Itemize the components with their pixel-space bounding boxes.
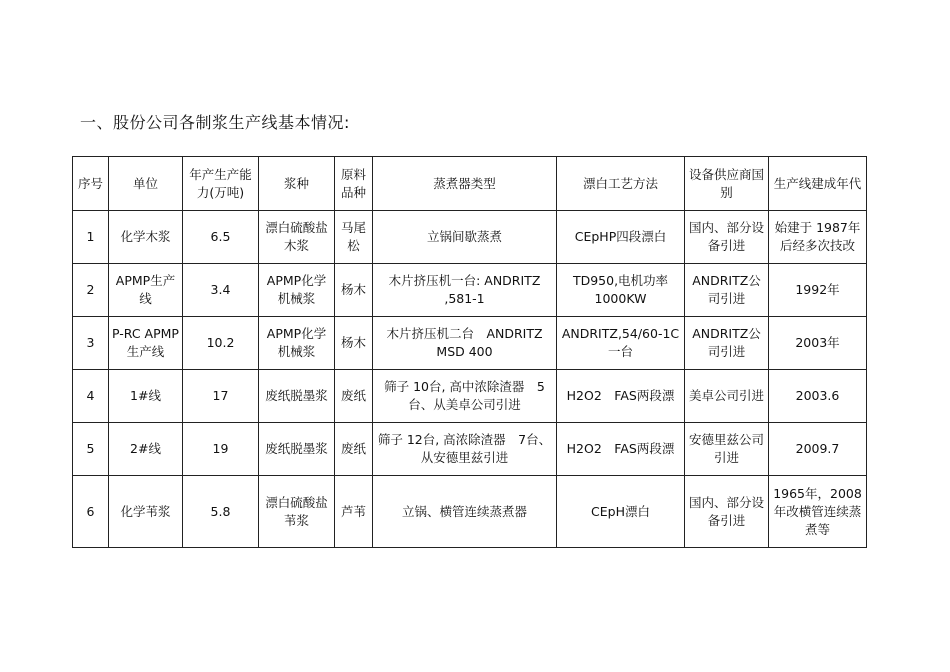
cell-digester-type: 筛子 12台, 高浓除渣器 7台、从安德里兹引进 xyxy=(373,423,557,476)
cell-bleaching-method: H2O2 FAS两段漂 xyxy=(557,423,685,476)
cell-capacity: 3.4 xyxy=(183,264,259,317)
cell-digester-type: 筛子 10台, 高中浓除渣器 5台、从美卓公司引进 xyxy=(373,370,557,423)
table-row xyxy=(73,370,867,423)
cell-raw-material: 废纸 xyxy=(335,370,373,423)
table-row xyxy=(73,476,867,548)
cell-pulp-type: 漂白硫酸盐木浆 xyxy=(259,211,335,264)
cell-digester-type: 木片挤压机一台: ANDRITZ ,581-1 xyxy=(373,264,557,317)
cell-index: 2 xyxy=(73,264,109,317)
cell-capacity: 17 xyxy=(183,370,259,423)
cell-index: 1 xyxy=(73,211,109,264)
cell-capacity: 5.8 xyxy=(183,476,259,548)
cell-raw-material: 马尾松 xyxy=(335,211,373,264)
header-cell-index: 序号 xyxy=(73,157,109,211)
table-row xyxy=(73,317,867,370)
cell-bleaching-method: CEpHP四段漂白 xyxy=(557,211,685,264)
cell-supplier-country: 安德里兹公司引进 xyxy=(685,423,769,476)
cell-pulp-type: 废纸脱墨浆 xyxy=(259,370,335,423)
cell-unit: APMP生产线 xyxy=(109,264,183,317)
cell-digester-type: 立锅间歇蒸煮 xyxy=(373,211,557,264)
cell-build-year: 2003.6 xyxy=(769,370,867,423)
cell-supplier-country: ANDRITZ公司引进 xyxy=(685,264,769,317)
cell-build-year: 始建于 1987年后经多次技改 xyxy=(769,211,867,264)
header-cell-bleaching-method: 漂白工艺方法 xyxy=(557,157,685,211)
cell-supplier-country: 国内、部分设备引进 xyxy=(685,476,769,548)
cell-capacity: 6.5 xyxy=(183,211,259,264)
cell-bleaching-method: TD950,电机功率1000KW xyxy=(557,264,685,317)
header-cell-supplier-country: 设备供应商国别 xyxy=(685,157,769,211)
cell-supplier-country: 美卓公司引进 xyxy=(685,370,769,423)
cell-raw-material: 杨木 xyxy=(335,317,373,370)
cell-build-year: 2003年 xyxy=(769,317,867,370)
cell-build-year: 1992年 xyxy=(769,264,867,317)
table-row xyxy=(73,211,867,264)
header-cell-capacity: 年产生产能力(万吨) xyxy=(183,157,259,211)
cell-unit: 化学苇浆 xyxy=(109,476,183,548)
cell-supplier-country: ANDRITZ公司引进 xyxy=(685,317,769,370)
cell-raw-material: 废纸 xyxy=(335,423,373,476)
cell-index: 6 xyxy=(73,476,109,548)
production-line-table xyxy=(72,156,867,548)
cell-unit: 2#线 xyxy=(109,423,183,476)
header-cell-digester-type: 蒸煮器类型 xyxy=(373,157,557,211)
cell-build-year: 2009.7 xyxy=(769,423,867,476)
cell-bleaching-method: ANDRITZ,54/60-1C一台 xyxy=(557,317,685,370)
cell-bleaching-method: H2O2 FAS两段漂 xyxy=(557,370,685,423)
cell-build-year: 1965年，2008年改横管连续蒸煮等 xyxy=(769,476,867,548)
cell-pulp-type: APMP化学机械浆 xyxy=(259,317,335,370)
cell-supplier-country: 国内、部分设备引进 xyxy=(685,211,769,264)
cell-digester-type: 立锅、横管连续蒸煮器 xyxy=(373,476,557,548)
cell-raw-material: 杨木 xyxy=(335,264,373,317)
cell-bleaching-method: CEpH漂白 xyxy=(557,476,685,548)
header-cell-build-year: 生产线建成年代 xyxy=(769,157,867,211)
cell-capacity: 19 xyxy=(183,423,259,476)
header-cell-raw-material: 原料品种 xyxy=(335,157,373,211)
cell-unit: 1#线 xyxy=(109,370,183,423)
table-row xyxy=(73,264,867,317)
cell-index: 5 xyxy=(73,423,109,476)
cell-pulp-type: 漂白硫酸盐苇浆 xyxy=(259,476,335,548)
table-header-row xyxy=(73,157,867,211)
cell-index: 4 xyxy=(73,370,109,423)
cell-pulp-type: 废纸脱墨浆 xyxy=(259,423,335,476)
cell-index: 3 xyxy=(73,317,109,370)
cell-pulp-type: APMP化学机械浆 xyxy=(259,264,335,317)
cell-digester-type: 木片挤压机二台 ANDRITZ MSD 400 xyxy=(373,317,557,370)
header-cell-pulp-type: 浆种 xyxy=(259,157,335,211)
cell-unit: P-RC APMP生产线 xyxy=(109,317,183,370)
section-heading: 一、股份公司各制浆生产线基本情况: xyxy=(80,113,350,132)
cell-unit: 化学木浆 xyxy=(109,211,183,264)
table-row xyxy=(73,423,867,476)
header-cell-unit: 单位 xyxy=(109,157,183,211)
cell-capacity: 10.2 xyxy=(183,317,259,370)
cell-raw-material: 芦苇 xyxy=(335,476,373,548)
